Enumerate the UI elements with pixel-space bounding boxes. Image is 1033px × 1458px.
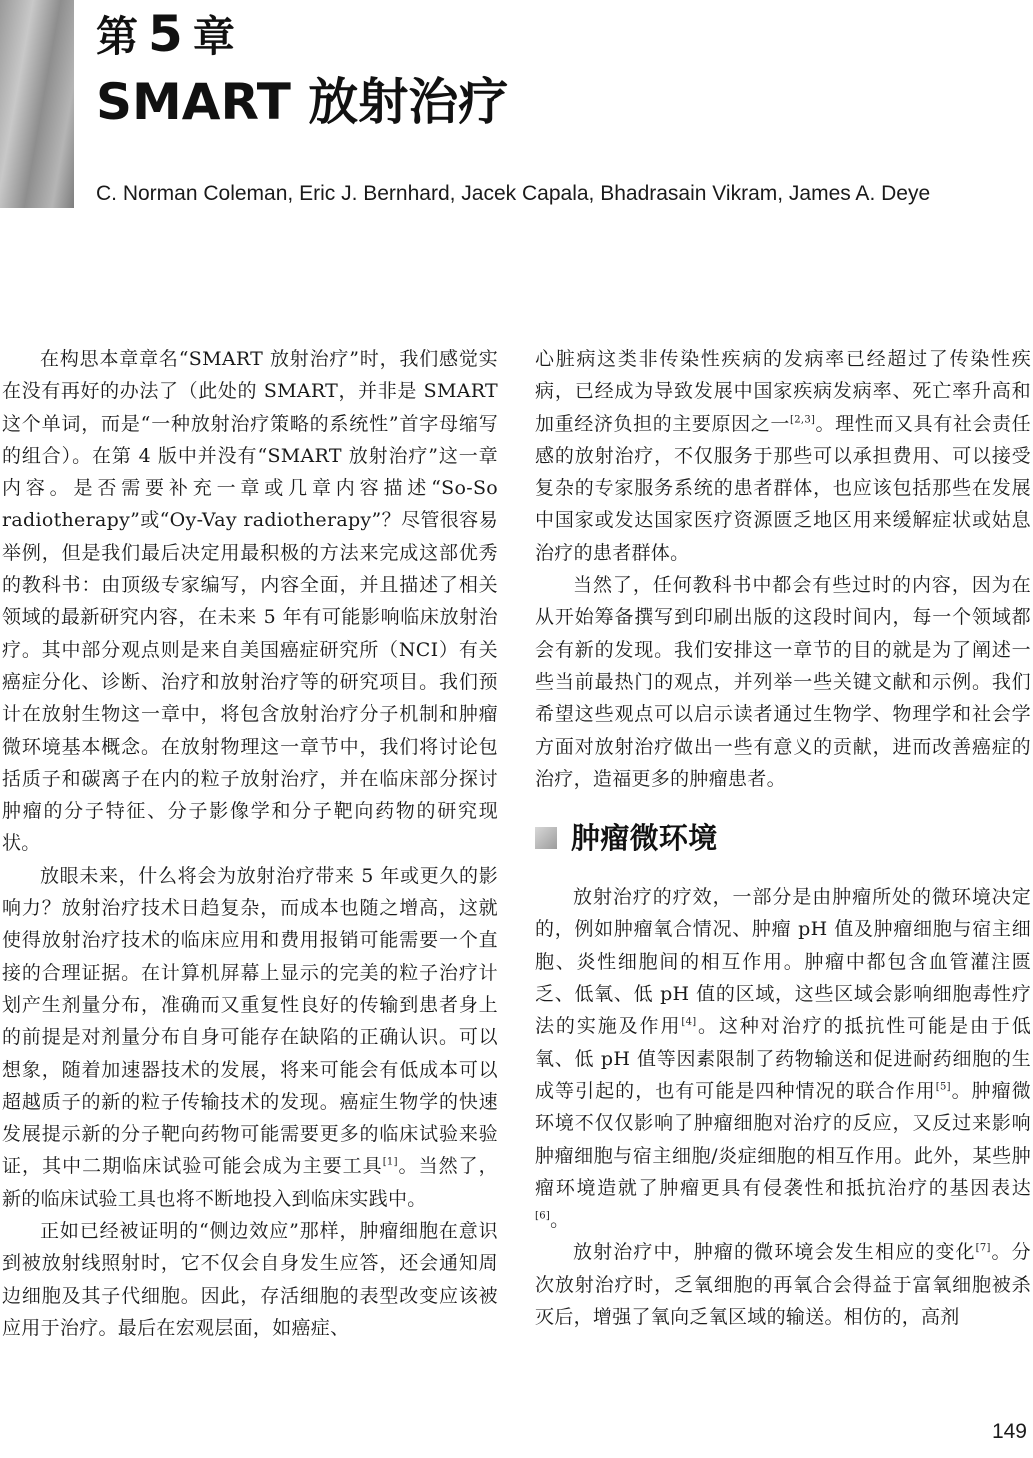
section-title: 肿瘤微环境 — [571, 821, 718, 855]
chapter-number: 5 — [148, 5, 183, 63]
left-paragraph-2 — [2, 860, 498, 1215]
right-paragraph-1-text: 心脏病这类非传染性疾病的发病率已经超过了传染性疾病，已经成为导致发展中国家疾病发病率、死亡率升高和加重经济负担的主要原因之一 — [535, 348, 1031, 435]
citation-ref: [6] — [535, 1210, 551, 1222]
chapter-title: SMART 放射治疗 — [96, 73, 509, 131]
left-paragraph-2-text: 放眼未来，什么将会为放射治疗带来 5 年或更久的影响力？放射治疗技术日趋复杂，而成本也随之增高，这就使得放射治疗技术的临床应用和费用报销可能需要一个直接的合理证据。在计算机屏幕上显示的完美的粒子治疗计划产生剂量分布，准确而又重复性良好的传输到患者身上的前提是对剂量分布自身可能存在缺陷的正确认识。可以想象，随着加速器技术的发展，将来可能会有低成本可以超越质子的新的粒子传输技术的发现。癌症生物学的快速发展提示新的分子靶向药物可能需要更多的临床试验来验证，其中二期临床试验可能会成为主要工具 — [2, 864, 498, 1178]
citation-ref: [5] — [935, 1081, 951, 1093]
citation-ref: [4] — [681, 1017, 697, 1029]
right-paragraph-1-tail: 。理性而又具有社会责任感的放射治疗，不仅服务于那些可以承担费用、可以接受复杂的专家服务系统的患者群体，也应该包括那些在发展中国家或发达国家医疗资源匮乏地区用来缓解症状或姑息治疗的患者群体。 — [535, 412, 1031, 564]
citation-ref: [7] — [975, 1243, 991, 1255]
right-paragraph-3-text-b: 。这种对治疗的抵抗性可能是由于低氧、低 pH 值等因素限制了药物输送和促进耐药细胞的生成等引起的，也有可能是四种情况的联合作用 — [535, 1015, 1031, 1102]
right-paragraph-4-text-a: 放射治疗中，肿瘤的微环境会发生相应的变化 — [573, 1241, 976, 1264]
left-paragraph-1: 在构思本章章名“SMART 放射治疗”时，我们感觉实在没有再好的办法了（此处的 SMART，并非是 SMART 这个单词，而是“一种放射治疗策略的系统性”首字母缩写的组合）。在第 4 版中并没有“SMART 放射治疗”这一章内容。是否需要补充一章或几章内容描述“So-So radiotherapy”或“Oy-Vay radiotherapy”？尽管很容易举例，但是我们最后决定用最积极的方法来完成这部优秀的教科书：由顶级专家编写，内容全面，并且描述了相关领域的最新研究内容，在未来 5 年有可能影响临床放射治疗。其中部分观点则是来自美国癌症研究所（NCI）有关癌症分化、诊断、治疗和放射治疗等的研究项目。我们预计在放射生物这一章中，将包含放射治疗分子机制和肿瘤微环境基本概念。在放射物理这一章节中，我们将讨论包括质子和碳离子在内的粒子放射治疗，并在临床部分探讨肿瘤的分子特征、分子影像学和分子靶向药物的研究现状。 — [2, 348, 498, 855]
citation-ref: [2,3] — [790, 414, 816, 426]
right-paragraph-3-text-c: 。肿瘤微环境不仅仅影响了肿瘤细胞对治疗的反应，又反过来影响肿瘤细胞与宿主细胞/炎症细胞的相互作用。此外，某些肿瘤环境造就了肿瘤更具有侵袭性和抵抗治疗的基因表达 — [535, 1079, 1031, 1199]
section-square-icon — [535, 827, 557, 849]
chapter-label-post: 章 — [192, 12, 235, 61]
chapter-side-bar — [0, 0, 74, 208]
chapter-label-pre: 第 — [96, 12, 139, 61]
right-paragraph-4 — [535, 1236, 1031, 1333]
right-column — [535, 343, 1031, 1333]
section-heading — [535, 799, 1031, 877]
citation-ref: [1] — [382, 1157, 398, 1169]
authors: C. Norman Coleman, Eric J. Bernhard, Jacek Capala, Bhadrasain Vikram, James A. Deye — [96, 182, 931, 205]
right-paragraph-2: 当然了，任何教科书中都会有些过时的内容，因为在从开始筹备撰写到印刷出版的这段时间内，每一个领域都会有新的发现。我们安排这一章节的目的就是为了阐述一些当前最热门的观点，并列举一些关键文献和示例。我们希望这些观点可以启示读者通过生物学、物理学和社会学方面对放射治疗做出一些有意义的贡献，进而改善癌症的治疗，造福更多的肿瘤患者。 — [535, 574, 1031, 790]
right-paragraph-3-text-d: 。 — [550, 1209, 570, 1232]
left-paragraph-2-tail: 。当然了，新的临床试验工具也将不断地投入到临床实践中。 — [2, 1155, 498, 1210]
chapter-number-line — [96, 4, 235, 62]
page-number: 149 — [991, 1420, 1027, 1443]
right-paragraph-4-text-b: 。分次放射治疗时，乏氧细胞的再氧合会得益于富氧细胞被杀灭后，增强了氧向乏氧区域的输送。相仿的，高剂 — [535, 1241, 1031, 1329]
left-column — [2, 343, 498, 1344]
right-paragraph-3 — [535, 881, 1031, 1236]
right-paragraph-1 — [535, 343, 1031, 569]
left-paragraph-3: 正如已经被证明的“侧边效应”那样，肿瘤细胞在意识到被放射线照射时，它不仅会自身发生应答，还会通知周边细胞及其子代细胞。因此，存活细胞的表型改变应该被应用于治疗。最后在宏观层面，如癌症、 — [2, 1220, 498, 1339]
right-paragraph-3-text-a: 放射治疗的疗效，一部分是由肿瘤所处的微环境决定的，例如肿瘤氧合情况、肿瘤 pH 值及肿瘤细胞与宿主细胞、炎性细胞间的相互作用。肿瘤中都包含血管灌注匮乏、低氧、低 pH 值的区域，这些区域会影响细胞毒性疗法的实施及作用 — [535, 886, 1031, 1038]
